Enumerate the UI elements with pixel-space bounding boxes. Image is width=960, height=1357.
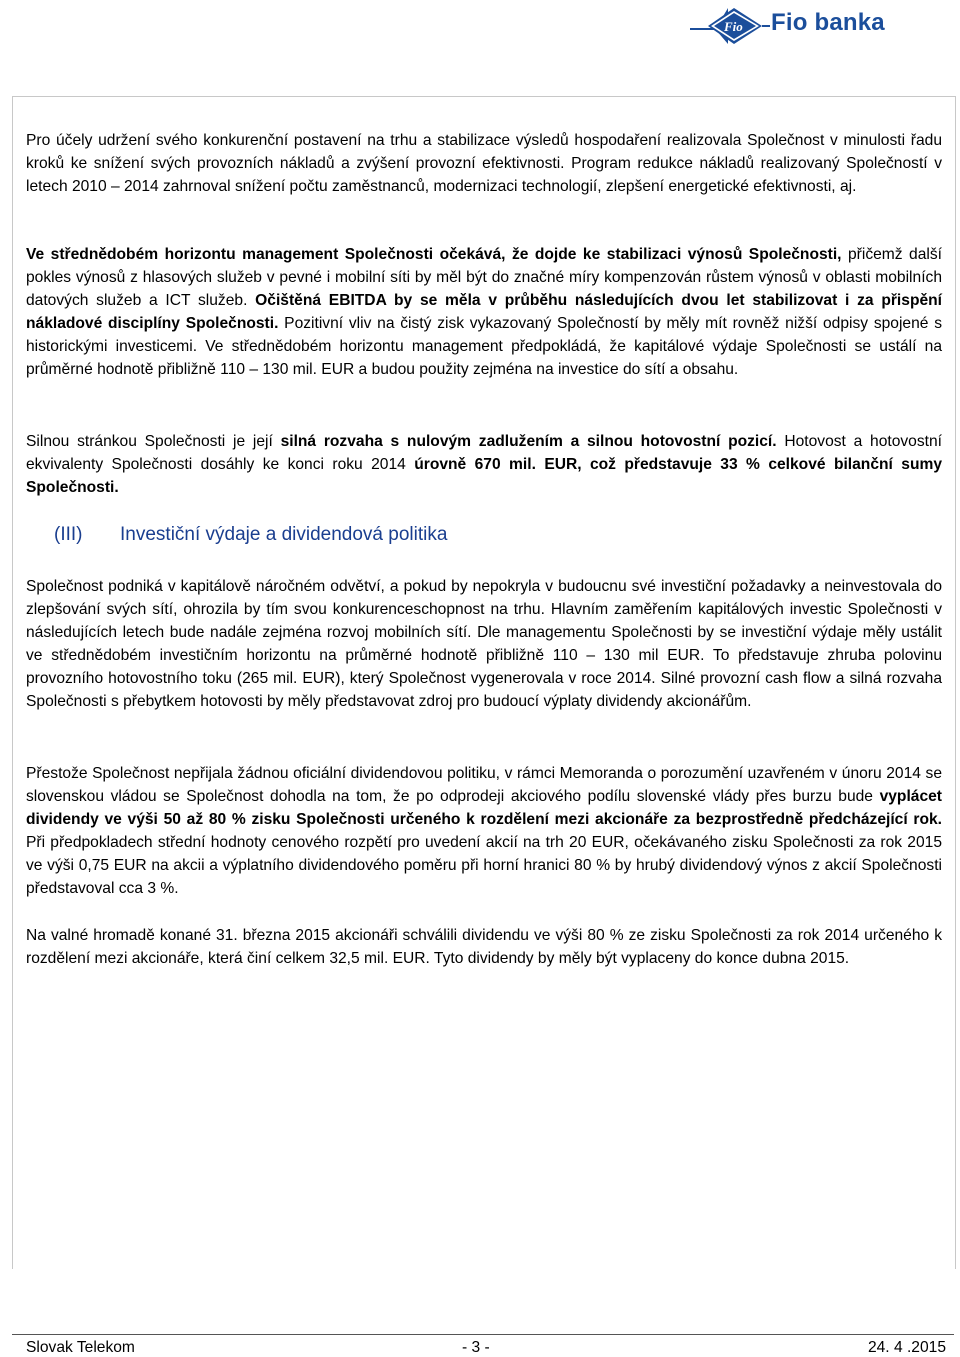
footer-page-number: - 3 -: [462, 1339, 490, 1356]
paragraph-dividend-policy: [26, 762, 942, 900]
paragraph-cost-reduction: Pro účely udržení svého konkurenční postavení na trhu a stabilizace výsledů hospodaření realizovala Společnost v minulosti řadu kroků ke snížení svých provozních nákladů a zvýšení provozní efektivnosti. Program redukce nákladů realizovaný Společností v letech 2010 – 2014 zahrnoval snížení počtu zaměstnanců, modernizaci technologií, zlepšení energetické efektivnosti, aj.: [26, 132, 942, 195]
footer-company: Slovak Telekom: [26, 1339, 135, 1356]
balance-bold-2: úrovně 670 mil. EUR, což představuje 33 % celkové bilanční sumy Společnosti.: [26, 456, 943, 496]
footer-divider: [12, 1334, 954, 1335]
balance-bold-1: silná rozvaha s nulovým zadlužením a silnou hotovostní pozicí.: [280, 433, 777, 450]
outlook-bold-2: Očištěná EBITDA by se měla v průběhu následujících dvou let stabilizovat i za přispění nákladové disciplíny Společnosti.: [26, 292, 942, 332]
dividend-text-2: Při předpokladech střední hodnoty cenového rozpětí pro uvedení akcií na trh 20 EUR, očekávaného zisku Společnosti za rok 2015 ve výši 0,75 EUR na akcii a výplatního dividendového poměru při horní hranici 80 % by hrubý dividendový výnos z akcií Společnosti představoval cca 3 %.: [26, 834, 942, 897]
outlook-text-1: přičemž další pokles výnosů z hlasových služeb v pevné i mobilní síti by měl být do značné míry kompenzován růstem výnosů v oblasti mobilních datových služeb a ICT služeb.: [26, 246, 942, 309]
outlook-text-2: Pozitivní vliv na čistý zisk vykazovaný Společností by měly mít rovněž nižší odpisy spojené s historickými investicemi. Ve střednědobém horizontu management předpokládá, že kapitálové výdaje Společnosti se ustálí na průměrné hodnotě přibližně 110 – 130 mil. EUR a budou použity zejména na investice do sítí a obsahu.: [26, 315, 942, 378]
paragraph-general-meeting: Na valné hromadě konané 31. března 2015 akcionáři schválili dividendu ve výši 80 % ze zisku Společnosti za rok 2014 určeného k rozdělení mezi akcionáře, která činí celkem 32,5 mil. EUR. Tyto dividendy by měly být vyplaceny do konce dubna 2015.: [26, 927, 942, 967]
outlook-bold-1: Ve střednědobém horizontu management Společnosti očekává, že dojde ke stabilizaci výnosů Společnosti,: [26, 246, 842, 263]
footer-date: 24. 4 .2015: [867, 1339, 946, 1356]
section-heading: [54, 524, 447, 546]
balance-text-2: Hotovost a hotovostní ekvivalenty Společnosti dosáhly ke konci roku 2014: [26, 433, 942, 473]
svg-text:Fio: Fio: [724, 19, 743, 34]
section-title: Investiční výdaje a dividendová politika: [120, 524, 448, 545]
section-number: (III): [54, 524, 83, 545]
dividend-bold-1: vyplácet dividendy ve výši 50 až 80 % zisku Společnosti určeného k rozdělení mezi akcionáře za bezprostředně předcházející rok.: [26, 788, 942, 828]
paragraph-outlook: [26, 243, 942, 381]
paragraph-capex: Společnost podniká v kapitálově náročném odvětví, a pokud by nepokryla v budoucnu své investiční požadavky a neinvestovala do zlepšování svých sítí, ohrozila by tím svou konkurenceschopnost na trhu. Hlavním zaměřením kapitálových investic Společnosti v následujících letech bude nadále zejména rozvoj mobilních sítí. Dle managementu Společnosti by se investiční výdaje měly ustálit ve střednědobém investičním horizontu na průměrné hodnotě přibližně 110 – 130 mil EUR. To představuje zhruba polovinu provozního hotovostního toku (265 mil. EUR), který Společnost vygenerovala v roce 2014. Silné provozní cash flow a silná rozvaha Společnosti s přebytkem hotovosti by měly představovat zdroj pro budoucí výplaty dividendy akcionářům.: [26, 578, 942, 710]
paragraph-balance-sheet: [26, 430, 942, 499]
dividend-text-1: Přestože Společnost nepřijala žádnou oficiální dividendovou politiku, v rámci Memoranda o porozumění uzavřeném v únoru 2014 se slovenskou vládou se Společnost dohodla na tom, že po odprodeji akciového podílu slovenské vlády přes burzu bude: [26, 765, 942, 805]
logo-text: Fio banka: [771, 9, 885, 36]
balance-text-1: Silnou stránkou Společnosti je její: [26, 433, 281, 450]
